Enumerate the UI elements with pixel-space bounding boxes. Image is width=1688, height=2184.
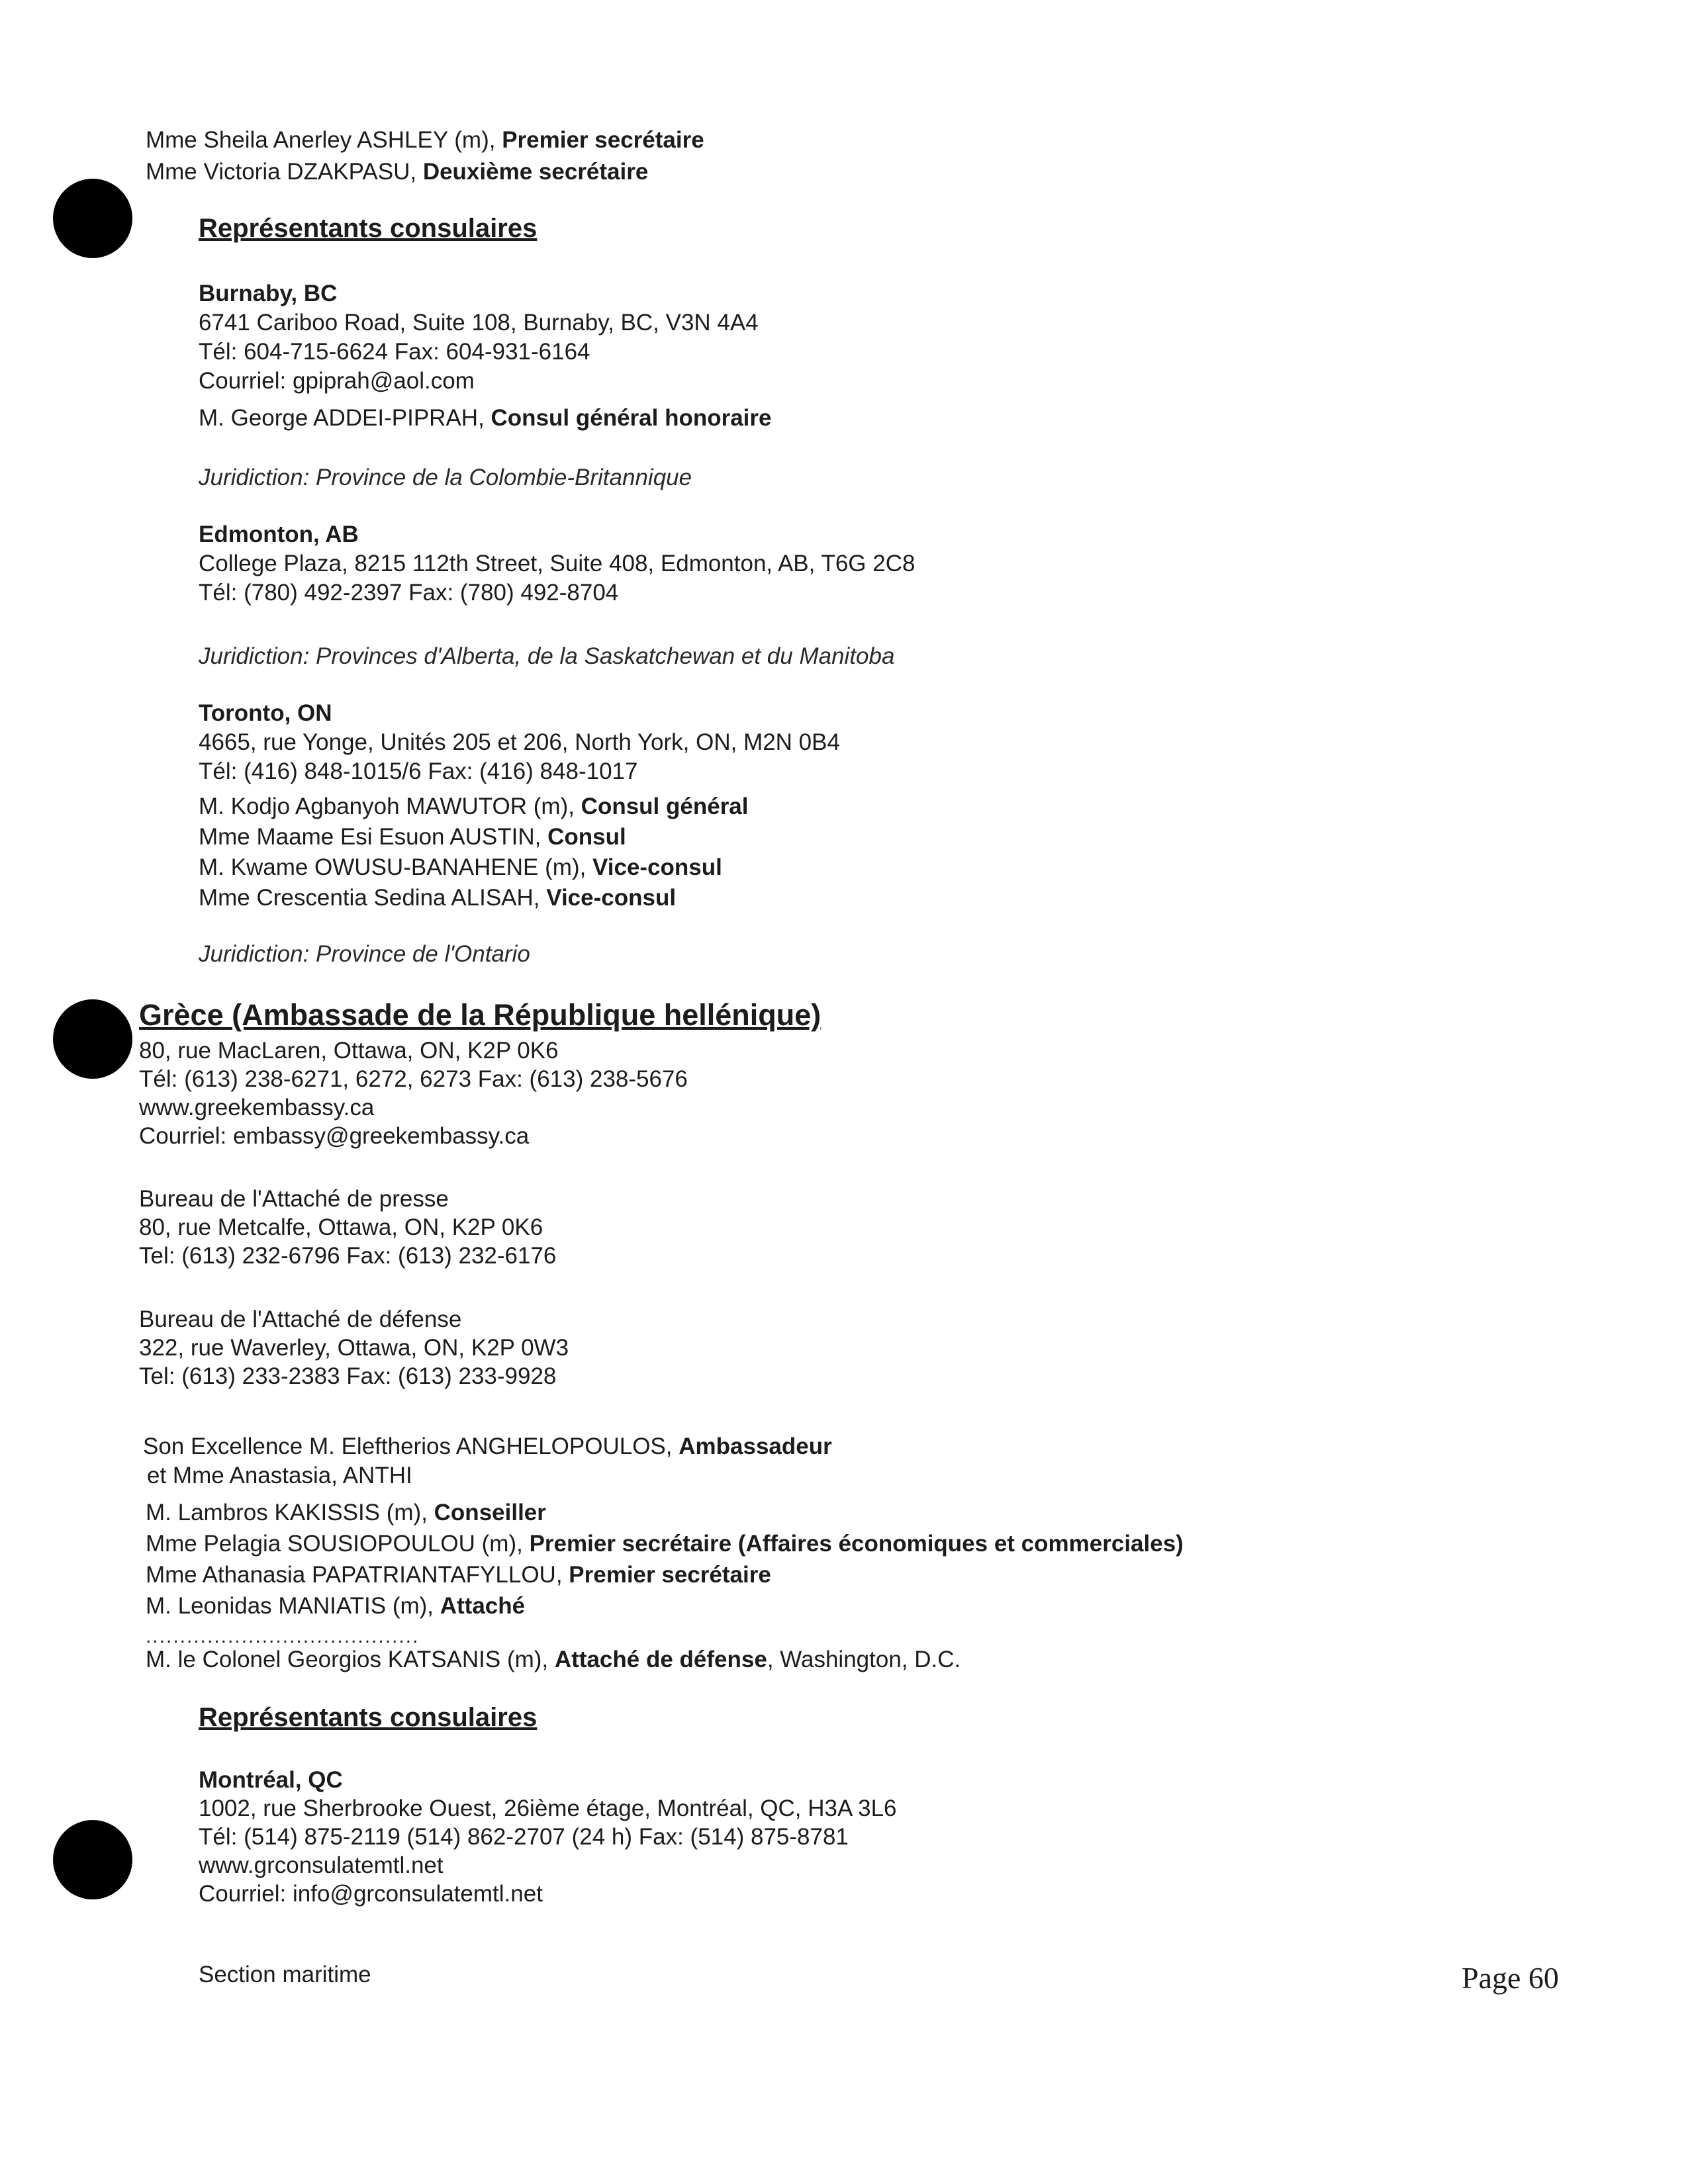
phone: Tél: (780) 492-2397 Fax: (780) 492-8704 xyxy=(199,580,619,606)
consulate-edmonton xyxy=(199,520,915,608)
staff-line: M. George ADDEI-PIPRAH, Consul général honoraire xyxy=(199,405,772,431)
jurisdiction-toronto: Juridiction: Province de l'Ontario xyxy=(199,941,530,967)
city-name: Burnaby, BC xyxy=(199,281,338,306)
phone: Tél: (613) 238-6271, 6272, 6273 Fax: (613) 238-5676 xyxy=(139,1066,688,1092)
phone: Tél: (416) 848-1015/6 Fax: (416) 848-1017 xyxy=(199,758,638,784)
punch-hole-bottom xyxy=(53,1820,132,1899)
ghana-staff-list xyxy=(146,124,704,188)
staff-line: Mme Sheila Anerley ASHLEY (m), Premier secrétaire xyxy=(146,127,704,153)
address: 1002, rue Sherbrooke Ouest, 26ième étage, Montréal, QC, H3A 3L6 xyxy=(199,1796,897,1821)
consulate-burnaby xyxy=(199,279,772,433)
consular-heading: Représentants consulaires xyxy=(199,1703,538,1732)
address: 80, rue MacLaren, Ottawa, ON, K2P 0K6 xyxy=(139,1038,559,1064)
address: 80, rue Metcalfe, Ottawa, ON, K2P 0K6 xyxy=(139,1214,543,1240)
spouse-line: et Mme Anastasia, ANTHI xyxy=(147,1463,412,1488)
office-name: Bureau de l'Attaché de défense xyxy=(139,1306,462,1332)
country-heading-greece: Grèce (Ambassade de la République hellénique) xyxy=(139,998,821,1032)
section-maritime: Section maritime xyxy=(199,1962,371,1987)
jurisdiction-burnaby: Juridiction: Province de la Colombie-Britannique xyxy=(199,465,692,490)
page-number: Page 60 xyxy=(1462,1961,1559,1995)
city-name: Edmonton, AB xyxy=(199,522,359,547)
staff-line: Mme Athanasia PAPATRIANTAFYLLOU, Premier secrétaire xyxy=(146,1562,771,1588)
website: www.greekembassy.ca xyxy=(139,1095,375,1120)
defense-office xyxy=(139,1305,569,1390)
consulate-toronto xyxy=(199,699,840,913)
jurisdiction-edmonton: Juridiction: Provinces d'Alberta, de la Saskatchewan et du Manitoba xyxy=(199,643,895,669)
punch-hole-top xyxy=(53,179,132,258)
phone: Tel: (613) 232-6796 Fax: (613) 232-6176 xyxy=(139,1243,557,1269)
toronto-staff-list xyxy=(199,792,840,913)
city-name: Montréal, QC xyxy=(199,1767,343,1793)
separator-dots: ........................................ xyxy=(146,1625,420,1647)
consular-heading: Représentants consulaires xyxy=(199,214,538,243)
defense-attache-line: M. le Colonel Georgios KATSANIS (m), Attaché de défense, Washington, D.C. xyxy=(146,1647,961,1672)
address: College Plaza, 8215 112th Street, Suite 408, Edmonton, AB, T6G 2C8 xyxy=(199,551,915,576)
staff-line: M. Leonidas MANIATIS (m), Attaché xyxy=(146,1593,526,1619)
staff-line: M. Kwame OWUSU-BANAHENE (m), Vice-consul xyxy=(199,854,722,880)
email: Courriel: info@grconsulatemtl.net xyxy=(199,1881,543,1907)
greece-ambassador xyxy=(143,1432,832,1490)
phone: Tel: (613) 233-2383 Fax: (613) 233-9928 xyxy=(139,1363,557,1389)
greece-staff-list xyxy=(146,1497,1184,1621)
staff-line: Mme Victoria DZAKPASU, Deuxième secrétaire xyxy=(146,159,649,185)
phone: Tél: (514) 875-2119 (514) 862-2707 (24 h) Fax: (514) 875-8781 xyxy=(199,1824,849,1850)
email: Courriel: embassy@greekembassy.ca xyxy=(139,1123,530,1149)
ambassador-line: Son Excellence M. Eleftherios ANGHELOPOULOS, Ambassadeur xyxy=(143,1433,832,1459)
consulate-montreal xyxy=(199,1766,897,1908)
address: 6741 Cariboo Road, Suite 108, Burnaby, BC, V3N 4A4 xyxy=(199,310,759,336)
office-name: Bureau de l'Attaché de presse xyxy=(139,1186,449,1212)
staff-line: M. Lambros KAKISSIS (m), Conseiller xyxy=(146,1500,546,1525)
punch-hole-middle xyxy=(53,999,132,1079)
phone: Tél: 604-715-6624 Fax: 604-931-6164 xyxy=(199,339,590,365)
email: Courriel: gpiprah@aol.com xyxy=(199,368,475,394)
website: www.grconsulatemtl.net xyxy=(199,1852,444,1878)
city-name: Toronto, ON xyxy=(199,700,332,726)
staff-line: Mme Pelagia SOUSIOPOULOU (m), Premier secrétaire (Affaires économiques et commerciales) xyxy=(146,1531,1184,1557)
embassy-contact xyxy=(139,1036,688,1150)
address: 4665, rue Yonge, Unités 205 et 206, North York, ON, M2N 0B4 xyxy=(199,729,840,755)
staff-line: Mme Maame Esi Esuon AUSTIN, Consul xyxy=(199,824,626,850)
staff-line: Mme Crescentia Sedina ALISAH, Vice-consul xyxy=(199,885,677,911)
staff-line: M. Kodjo Agbanyoh MAWUTOR (m), Consul général xyxy=(199,794,749,819)
press-office xyxy=(139,1185,556,1270)
address: 322, rue Waverley, Ottawa, ON, K2P 0W3 xyxy=(139,1335,569,1361)
